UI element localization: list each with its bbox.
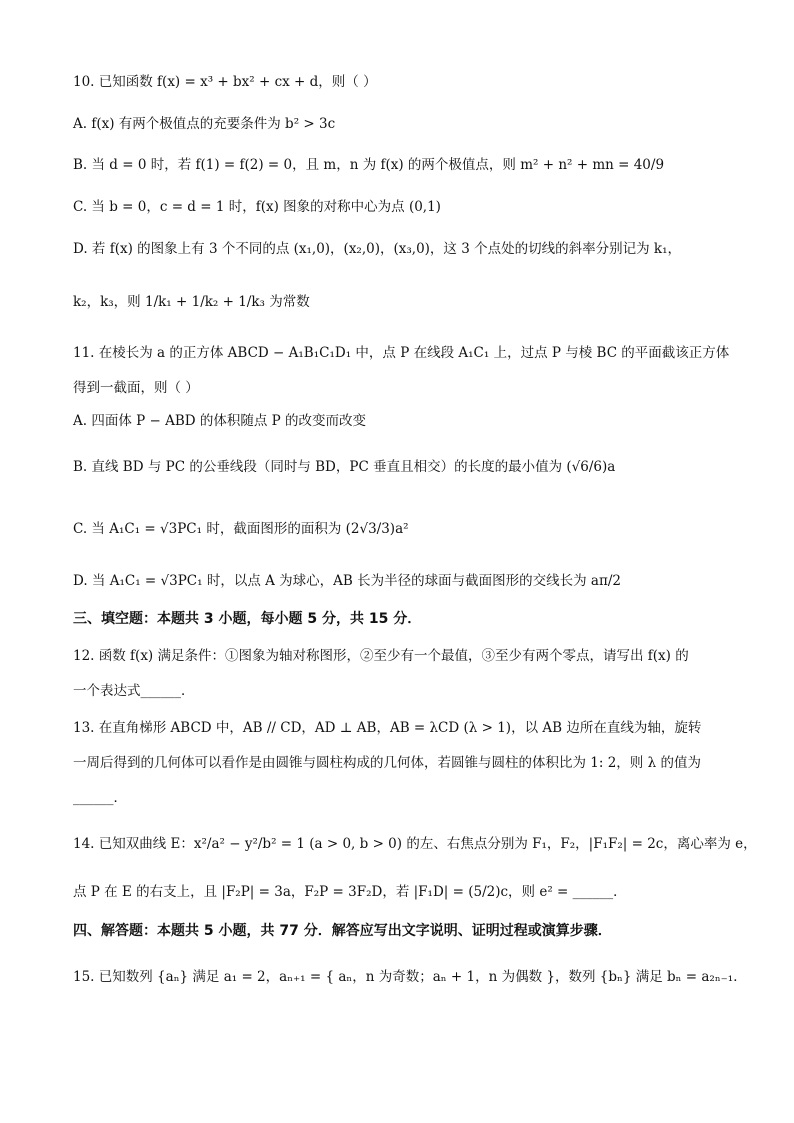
question-11-option-a: A. 四面体 P − ABD 的体积随点 P 的改变而改变 [73,413,367,429]
question-11-stem-line1: 11. 在棱长为 a 的正方体 ABCD − A₁B₁C₁D₁ 中，点 P 在线段 A₁C₁ 上，过点 P 与棱 BC 的平面截该正方体 [73,345,730,361]
section-3-heading: 三、填空题：本题共 3 小题，每小题 5 分，共 15 分． [73,611,422,627]
question-13-line3: ______． [73,790,127,806]
question-11-option-c: C. 当 A₁C₁ = √3PC₁ 时，截面图形的面积为 (2√3/3)a² [73,521,409,537]
question-15-stem: 15. 已知数列 {aₙ} 满足 a₁ = 2，aₙ₊₁ = { aₙ，n 为奇数；aₙ + 1，n 为偶数 }，数列 {bₙ} 满足 bₙ = a₂ₙ₋₁． [73,969,747,985]
question-10-option-a: A. f(x) 有两个极值点的充要条件为 b² > 3c [73,116,336,132]
question-11-option-d: D. 当 A₁C₁ = √3PC₁ 时，以点 A 为球心，AB 长为半径的球面与截面图形的交线长为 aπ/2 [73,573,621,589]
question-12-line2: 一个表达式______． [73,683,195,699]
question-13-line2: 一周后得到的几何体可以看作是由圆锥与圆柱构成的几何体，若圆锥与圆柱的体积比为 1: 2，则 λ 的值为 [73,755,701,771]
question-10-stem: 10. 已知函数 f(x) = x³ + bx² + cx + d，则（ ） [73,74,377,90]
question-13-line1: 13. 在直角梯形 ABCD 中，AB // CD，AD ⊥ AB，AB = λCD (λ > 1)，以 AB 边所在直线为轴，旋转 [73,720,702,736]
question-11-option-b: B. 直线 BD 与 PC 的公垂线段（同时与 BD，PC 垂直且相交）的长度的最小值为 (√6/6)a [73,459,616,475]
section-4-heading: 四、解答题：本题共 5 小题，共 77 分．解答应写出文字说明、证明过程或演算步骤． [73,923,612,939]
question-12-line1: 12. 函数 f(x) 满足条件：①图象为轴对称图形，②至少有一个最值，③至少有两个零点，请写出 f(x) 的 [73,648,689,664]
question-10-option-d-line1: D. 若 f(x) 的图象上有 3 个不同的点 (x₁,0)，(x₂,0)，(x₃,0)，这 3 个点处的切线的斜率分别记为 k₁， [73,241,681,257]
question-10-option-b: B. 当 d = 0 时，若 f(1) = f(2) = 0，且 m，n 为 f(x) 的两个极值点，则 m² + n² + mn = 40/9 [73,157,665,173]
question-11-stem-line2: 得到一截面，则（ ） [73,380,199,396]
question-10-option-c: C. 当 b = 0，c = d = 1 时，f(x) 图象的对称中心为点 (0,1) [73,199,441,215]
question-14-line1: 14. 已知双曲线 E：x²/a² − y²/b² = 1 (a > 0, b > 0) 的左、右焦点分别为 F₁，F₂，|F₁F₂| = 2c，离心率为 e， [73,836,757,852]
question-10-option-d-line2: k₂，k₃，则 1/k₁ + 1/k₂ + 1/k₃ 为常数 [73,294,310,310]
question-14-line2: 点 P 在 E 的右支上，且 |F₂P| = 3a，F₂P = 3F₂D，若 |F₁D| = (5/2)c，则 e² = ______． [73,884,627,900]
